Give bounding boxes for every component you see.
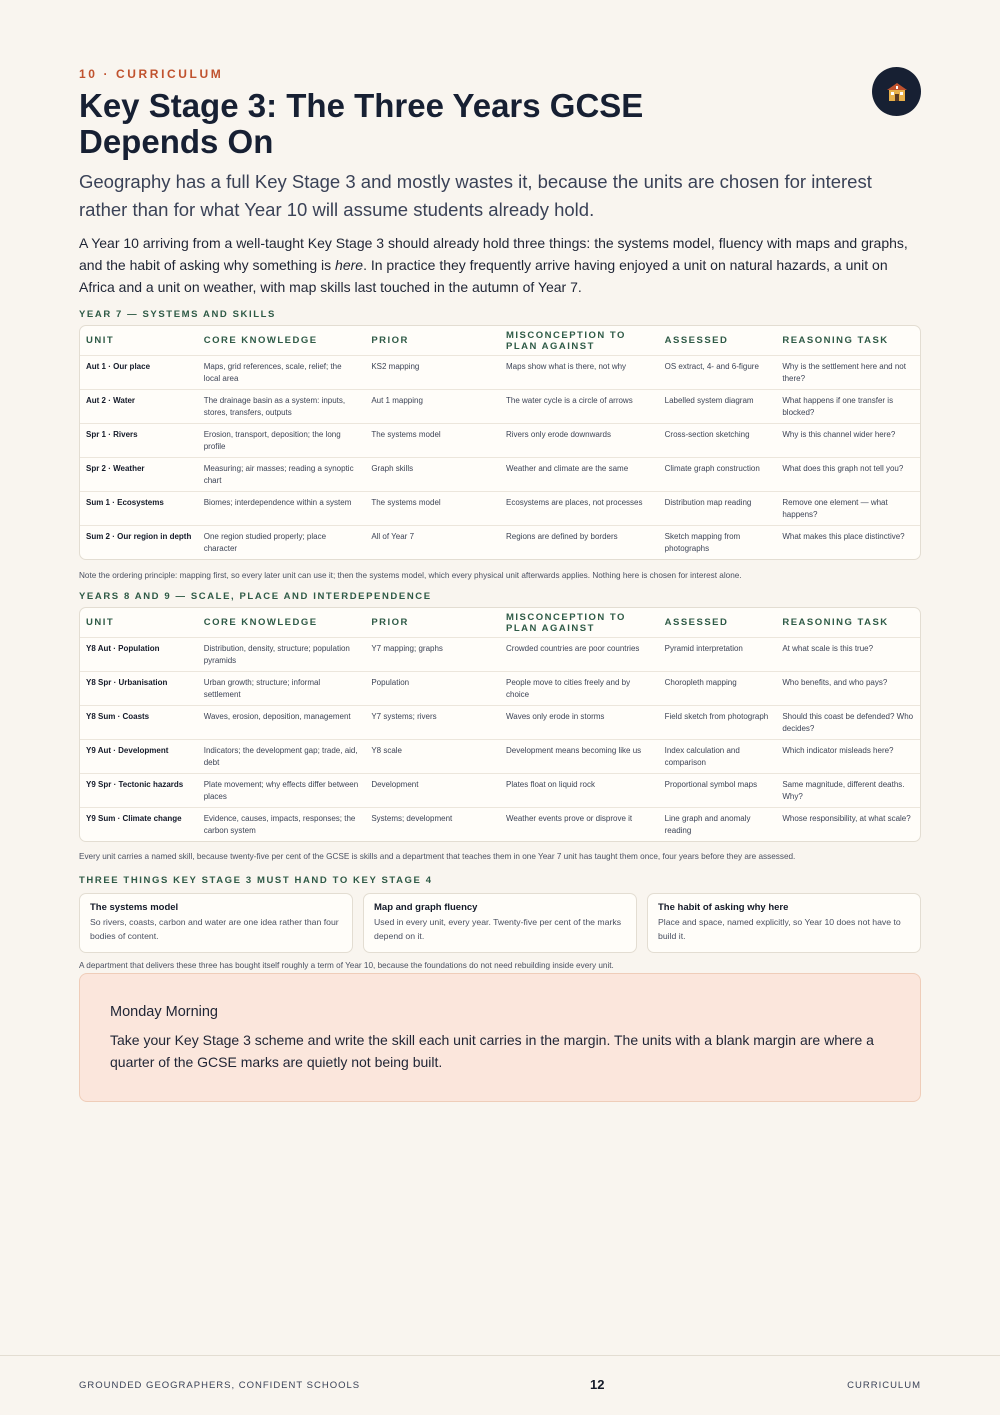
table-cell: Aut 1 mapping	[371, 396, 423, 405]
year89-note: Every unit carries a named skill, because twenty-five per cent of the GCSE is skills and a department that teaches them in one Year 7 unit has taught them once, four years before they are assessed.	[79, 852, 796, 861]
page-lede: Geography has a full Key Stage 3 and mostly wastes it, because the units are chosen for interest rather than for what Year 10 will assume students already hold.	[79, 171, 872, 220]
table-header-row	[80, 608, 920, 637]
table-cell: Should this coast be defended? Who decides?	[782, 712, 914, 733]
table-cell: One region studied properly; place character	[203, 532, 327, 553]
chapter-badge	[872, 67, 921, 116]
column-header: UNIT	[86, 617, 115, 628]
table-cell: Rivers only erode downwards	[506, 430, 611, 439]
year7-table	[79, 325, 921, 560]
table-cell: Systems; development	[371, 814, 453, 823]
table-cell: Pyramid interpretation	[664, 644, 743, 653]
unit-cell: Aut 1 · Our place	[86, 362, 151, 371]
table-cell: What makes this place distinctive?	[782, 532, 905, 541]
table-row	[80, 423, 920, 457]
table-row	[80, 739, 920, 773]
table-cell: Plates float on liquid rock	[506, 780, 595, 789]
chapter-kicker: 10 · CURRICULUM	[79, 67, 224, 81]
unit-cell: Y9 Aut · Development	[86, 746, 169, 755]
table-cell: Weather and climate are the same	[506, 464, 629, 473]
year7-note: Note the ordering principle: mapping first, so every later unit can use it; then the systems model, which every physical unit afterwards applies. Nothing here is chosen for interest alone.	[79, 571, 742, 580]
column-header: PRIOR	[371, 617, 409, 628]
table-cell: All of Year 7	[371, 532, 415, 541]
unit-cell: Y9 Spr · Tectonic hazards	[86, 780, 184, 789]
unit-cell: Sum 1 · Ecosystems	[86, 498, 164, 507]
footer-book-title: GROUNDED GEOGRAPHERS, CONFIDENT SCHOOLS	[79, 1380, 361, 1391]
table-cell: Which indicator misleads here?	[782, 746, 894, 755]
handover-section-label: THREE THINGS KEY STAGE 3 MUST HAND TO KEY STAGE 4	[79, 875, 433, 886]
column-header: REASONING TASK	[782, 335, 889, 346]
unit-cell: Y8 Sum · Coasts	[86, 712, 150, 721]
table-row	[80, 773, 920, 807]
unit-cell: Spr 1 · Rivers	[86, 430, 138, 439]
table-row	[80, 705, 920, 739]
table-cell: Development means becoming like us	[506, 746, 642, 755]
table-cell: The systems model	[371, 498, 441, 507]
card-title: The systems model	[90, 902, 179, 913]
column-header: PRIOR	[371, 335, 409, 346]
intro-text-before: A Year 10 arriving from a well-taught Key Stage 3 should already hold three things: the systems model, fluency with maps and graphs, and the habit of asking why something is	[79, 235, 908, 273]
handover-card	[647, 893, 921, 953]
column-header: ASSESSED	[664, 617, 729, 628]
table-cell: KS2 mapping	[371, 362, 420, 371]
callout-body: Take your Key Stage 3 scheme and write the skill each unit carries in the margin. The units with a blank margin are where a quarter of the GCSE marks are quietly not being built.	[110, 1032, 874, 1070]
table-cell: What does this graph not tell you?	[782, 464, 904, 473]
column-header: MISCONCEPTION TO PLAN AGAINST	[506, 611, 626, 634]
table-row	[80, 807, 920, 841]
table-cell: Y8 scale	[371, 746, 402, 755]
table-cell: The systems model	[371, 430, 441, 439]
unit-cell: Spr 2 · Weather	[86, 464, 145, 473]
year89-table	[79, 607, 921, 842]
table-cell: Why is the settlement here and not there?	[782, 362, 906, 383]
handover-card	[79, 893, 353, 953]
table-cell: Why is this channel wider here?	[782, 430, 896, 439]
table-cell: Whose responsibility, at what scale?	[782, 814, 911, 823]
unit-cell: Y9 Sum · Climate change	[86, 814, 182, 823]
unit-cell: Y8 Spr · Urbanisation	[86, 678, 168, 687]
table-cell: Plate movement; why effects differ between places	[203, 780, 359, 801]
table-cell: Urban growth; structure; informal settlement	[203, 678, 321, 699]
table-cell: Erosion, transport, deposition; the long profile	[203, 430, 341, 451]
unit-cell: Y8 Aut · Population	[86, 644, 160, 653]
unit-cell: Aut 2 · Water	[86, 396, 136, 405]
handover-note: A department that delivers these three has bought itself roughly a term of Year 10, because the foundations do not need rebuilding inside every unit.	[79, 961, 614, 970]
column-header: ASSESSED	[664, 335, 729, 346]
table-cell: Y7 mapping; graphs	[371, 644, 443, 653]
table-cell: The water cycle is a circle of arrows	[506, 396, 633, 405]
callout-title: Monday Morning	[110, 1004, 218, 1020]
table-row	[80, 355, 920, 389]
column-header: CORE KNOWLEDGE	[203, 617, 318, 628]
table-cell: Index calculation and comparison	[664, 746, 740, 767]
table-row	[80, 491, 920, 525]
column-header: UNIT	[86, 335, 115, 346]
table-row	[80, 525, 920, 559]
column-header: REASONING TASK	[782, 617, 889, 628]
year89-section-label: YEARS 8 AND 9 — SCALE, PLACE AND INTERDEPENDENCE	[79, 591, 432, 602]
table-cell: Same magnitude, different deaths. Why?	[782, 780, 905, 801]
intro-emphasis: here	[335, 257, 364, 273]
table-cell: Waves, erosion, deposition, management	[203, 712, 351, 721]
table-cell: Y7 systems; rivers	[371, 712, 437, 721]
table-cell: Distribution map reading	[664, 498, 752, 507]
table-row	[80, 637, 920, 671]
table-row	[80, 671, 920, 705]
school-building-icon	[886, 82, 908, 102]
year7-section-label: YEAR 7 — SYSTEMS AND SKILLS	[79, 309, 276, 320]
card-title: Map and graph fluency	[374, 902, 478, 913]
intro-text-after: . In practice they frequently arrive having enjoyed a unit on natural hazards, a unit on Africa and a unit on weather, with map skills last touched in the autumn of Year 7.	[79, 257, 888, 295]
table-cell: Measuring; air masses; reading a synoptic chart	[203, 464, 354, 485]
page-title: Key Stage 3: The Three Years GCSE Depends On	[79, 87, 644, 160]
table-cell: Graph skills	[371, 464, 414, 473]
table-cell: Labelled system diagram	[664, 396, 754, 405]
table-cell: The drainage basin as a system: inputs, stores, transfers, outputs	[203, 396, 346, 417]
column-header: MISCONCEPTION TO PLAN AGAINST	[506, 329, 626, 352]
footer-divider	[0, 1355, 1000, 1356]
table-cell: What happens if one transfer is blocked?	[782, 396, 894, 417]
table-cell: People move to cities freely and by choice	[506, 678, 631, 699]
card-body: So rivers, coasts, carbon and water are one idea rather than four bodies of content.	[90, 917, 339, 941]
table-cell: Climate graph construction	[664, 464, 760, 473]
intro-paragraph	[79, 232, 924, 298]
table-cell: Line graph and anomaly reading	[664, 814, 751, 835]
card-body: Used in every unit, every year. Twenty-five per cent of the marks depend on it.	[374, 917, 622, 941]
table-cell: Regions are defined by borders	[506, 532, 618, 541]
table-cell: Waves only erode in storms	[506, 712, 605, 721]
table-cell: Crowded countries are poor countries	[506, 644, 640, 653]
card-title: The habit of asking why here	[658, 902, 789, 913]
table-cell: At what scale is this true?	[782, 644, 874, 653]
footer-section: CURRICULUM	[847, 1380, 921, 1391]
table-cell: Field sketch from photograph	[664, 712, 769, 721]
table-cell: Remove one element — what happens?	[782, 498, 888, 519]
table-cell: Ecosystems are places, not processes	[506, 498, 643, 507]
table-cell: Weather events prove or disprove it	[506, 814, 633, 823]
table-header-row	[80, 326, 920, 355]
table-cell: Choropleth mapping	[664, 678, 737, 687]
table-cell: Cross-section sketching	[664, 430, 750, 439]
card-body: Place and space, named explicitly, so Year 10 does not have to build it.	[658, 917, 901, 941]
monday-morning-callout	[79, 973, 921, 1102]
handover-cards	[79, 893, 921, 953]
table-cell: Indicators; the development gap; trade, aid, debt	[203, 746, 358, 767]
table-cell: Proportional symbol maps	[664, 780, 758, 789]
table-cell: OS extract, 4- and 6-figure	[664, 362, 759, 371]
table-cell: Biomes; interdependence within a system	[203, 498, 352, 507]
table-cell: Sketch mapping from photographs	[664, 532, 741, 553]
table-cell: Population	[371, 678, 410, 687]
table-row	[80, 457, 920, 491]
handover-card	[363, 893, 637, 953]
table-cell: Maps show what is there, not why	[506, 362, 627, 371]
table-cell: Maps, grid references, scale, relief; the local area	[203, 362, 342, 383]
unit-cell: Sum 2 · Our region in depth	[86, 532, 192, 541]
table-cell: Distribution, density, structure; population pyramids	[203, 644, 350, 665]
table-row	[80, 389, 920, 423]
page-number: 12	[590, 1377, 605, 1392]
table-cell: Who benefits, and who pays?	[782, 678, 888, 687]
table-cell: Evidence, causes, impacts, responses; the carbon system	[203, 814, 356, 835]
column-header: CORE KNOWLEDGE	[203, 335, 318, 346]
table-cell: Development	[371, 780, 419, 789]
